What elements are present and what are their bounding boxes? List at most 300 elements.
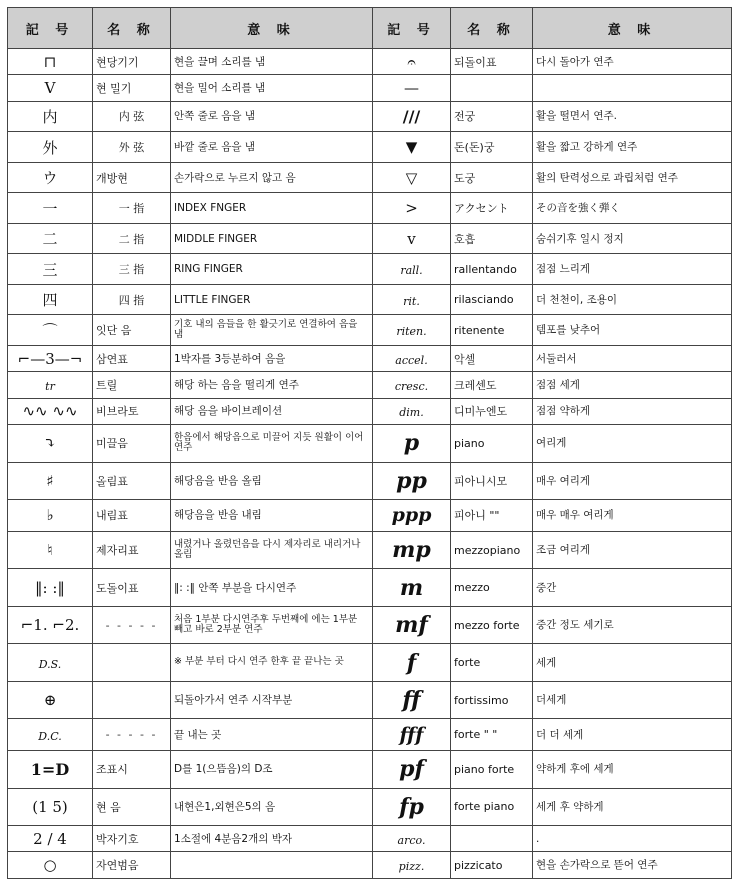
meaning-right bbox=[533, 254, 732, 285]
name-left bbox=[93, 681, 171, 718]
name-right-text: 피아니 "" bbox=[454, 509, 500, 523]
name-left-text: 外 弦 bbox=[118, 141, 145, 155]
meaning-left-text: INDEX FNGER bbox=[174, 202, 247, 215]
symbol-left-text: ⊓ bbox=[43, 52, 57, 71]
symbol-left bbox=[8, 531, 93, 568]
symbol-left-text: ⌒ bbox=[42, 321, 58, 340]
name-right-text: 도궁 bbox=[454, 171, 476, 185]
name-left-text: 박자기호 bbox=[96, 832, 139, 846]
name-left-text: 내림표 bbox=[96, 509, 128, 523]
name-left-text: 조표시 bbox=[96, 763, 128, 777]
symbol-right bbox=[373, 372, 451, 398]
name-right-text: 디미누엔도 bbox=[454, 405, 508, 419]
meaning-right bbox=[533, 852, 732, 879]
meaning-left bbox=[171, 751, 373, 788]
name-left-text: 一 指 bbox=[118, 202, 145, 216]
header-row bbox=[8, 8, 732, 49]
name-right bbox=[451, 606, 533, 643]
symbol-right-text: pf bbox=[399, 756, 424, 783]
table-row bbox=[8, 345, 732, 371]
name-left bbox=[93, 162, 171, 193]
name-right bbox=[451, 569, 533, 606]
meaning-right-text: 중간 정도 세기로 bbox=[536, 619, 614, 632]
name-right-text: 호흡 bbox=[454, 232, 476, 246]
name-right-text: forte " " bbox=[454, 728, 498, 742]
symbol-left-text: (1 5) bbox=[32, 797, 68, 816]
symbol-right-text: m bbox=[399, 574, 424, 601]
name-left-text: 트릴 bbox=[96, 379, 118, 392]
meaning-right-text: 점점 느리게 bbox=[536, 263, 591, 276]
header-name-right: 名 称 bbox=[451, 8, 533, 49]
name-right-text: 되돌이표 bbox=[454, 55, 497, 69]
meaning-left-text: 안쪽 줄로 음을 냄 bbox=[174, 110, 256, 123]
name-right-text: 크레센도 bbox=[454, 379, 497, 392]
name-right bbox=[451, 345, 533, 371]
meaning-left bbox=[171, 788, 373, 825]
meaning-right-text: 더 천천이, 조용이 bbox=[536, 293, 618, 306]
music-symbol-table bbox=[7, 7, 732, 879]
meaning-left bbox=[171, 75, 373, 101]
name-right bbox=[451, 132, 533, 163]
meaning-right-text: 다시 돌아가 연주 bbox=[536, 55, 614, 68]
meaning-left-text: 1박자를 3등분하여 음을 bbox=[174, 352, 286, 365]
symbol-right bbox=[373, 719, 451, 751]
header-meaning-right: 意 味 bbox=[533, 8, 732, 49]
name-right-text: mezzo forte bbox=[454, 618, 520, 632]
symbol-left-text: ウ bbox=[42, 169, 58, 188]
symbol-right bbox=[373, 345, 451, 371]
symbol-left bbox=[8, 315, 93, 346]
symbol-left-text: ○ bbox=[43, 856, 57, 875]
name-left-text: 현 음 bbox=[96, 800, 121, 814]
symbol-right-text: 𝄐 bbox=[407, 52, 416, 71]
meaning-right-text: 세게 bbox=[536, 656, 557, 669]
symbol-left-text: ∿∿ ∿∿ bbox=[22, 402, 78, 421]
meaning-left bbox=[171, 132, 373, 163]
name-left-text: 二 指 bbox=[118, 232, 145, 246]
header-symbol-right: 記 号 bbox=[373, 8, 451, 49]
name-right bbox=[451, 788, 533, 825]
meaning-left bbox=[171, 193, 373, 224]
meaning-left bbox=[171, 284, 373, 315]
meaning-left-text: 처음 1부분 다시연주후 두번째에 에는 1부분 빼고 바로 2부분 연주 bbox=[174, 613, 358, 636]
name-right bbox=[451, 398, 533, 424]
name-left bbox=[93, 719, 171, 751]
name-left bbox=[93, 132, 171, 163]
meaning-right bbox=[533, 75, 732, 101]
meaning-right-text: 약하게 후에 세게 bbox=[536, 763, 614, 776]
symbol-right-text: v bbox=[407, 229, 416, 248]
meaning-right bbox=[533, 162, 732, 193]
symbol-right bbox=[373, 852, 451, 879]
table-row bbox=[8, 284, 732, 315]
symbol-left bbox=[8, 606, 93, 643]
symbol-right bbox=[373, 788, 451, 825]
name-left-text: 올림표 bbox=[96, 474, 128, 488]
meaning-left bbox=[171, 49, 373, 75]
name-right-text: 악셀 bbox=[454, 352, 476, 366]
meaning-right bbox=[533, 284, 732, 315]
meaning-right-text: 활을 짧고 강하게 연주 bbox=[536, 141, 638, 154]
name-left bbox=[93, 826, 171, 852]
name-right-text: 피아니시모 bbox=[454, 474, 508, 488]
symbol-left bbox=[8, 398, 93, 424]
meaning-left-text: 바깥 줄로 음을 냄 bbox=[174, 141, 256, 154]
symbol-right bbox=[373, 284, 451, 315]
meaning-right-text: 현을 손가락으로 뜯어 연주 bbox=[536, 859, 658, 872]
meaning-left-text: 내현은1,외현은5의 음 bbox=[174, 800, 276, 813]
table-row bbox=[8, 132, 732, 163]
name-left-text: - - - - - bbox=[105, 728, 158, 742]
meaning-left bbox=[171, 101, 373, 132]
name-left bbox=[93, 284, 171, 315]
table-row bbox=[8, 75, 732, 101]
table-row bbox=[8, 462, 732, 499]
table-row bbox=[8, 101, 732, 132]
name-left-text: 미끌음 bbox=[96, 437, 128, 451]
meaning-right bbox=[533, 569, 732, 606]
symbol-left bbox=[8, 681, 93, 718]
name-right bbox=[451, 254, 533, 285]
name-left-text: 현 밀기 bbox=[96, 82, 132, 96]
symbol-right-text: pizz. bbox=[398, 860, 425, 874]
name-right-text: rilasciando bbox=[454, 293, 514, 307]
table-row bbox=[8, 719, 732, 751]
symbol-right-text: rit. bbox=[403, 294, 420, 308]
meaning-right bbox=[533, 681, 732, 718]
name-right-text: piano bbox=[454, 436, 485, 450]
name-right-text: fortissimo bbox=[454, 693, 509, 707]
symbol-left bbox=[8, 372, 93, 398]
symbol-left-text: ♯ bbox=[46, 471, 54, 490]
meaning-left bbox=[171, 162, 373, 193]
meaning-right-text: 템포를 낮추어 bbox=[536, 324, 601, 337]
meaning-left bbox=[171, 826, 373, 852]
symbol-right bbox=[373, 101, 451, 132]
meaning-left bbox=[171, 398, 373, 424]
meaning-right bbox=[533, 372, 732, 398]
meaning-left-text: ‖: :‖ 안쪽 부분을 다시연주 bbox=[174, 581, 297, 594]
symbol-left-text: 外 bbox=[42, 138, 58, 157]
name-left bbox=[93, 644, 171, 681]
symbol-left bbox=[8, 284, 93, 315]
name-left bbox=[93, 499, 171, 531]
symbol-right bbox=[373, 499, 451, 531]
symbol-left bbox=[8, 162, 93, 193]
table-row bbox=[8, 788, 732, 825]
name-right bbox=[451, 531, 533, 568]
name-left bbox=[93, 751, 171, 788]
meaning-left-text: ※ 부분 부터 다시 연주 한후 끝 끝나는 곳 bbox=[174, 656, 344, 668]
header-meaning-left: 意 味 bbox=[171, 8, 373, 49]
meaning-left-text: LITTLE FINGER bbox=[174, 293, 251, 306]
name-left-text: 도돌이표 bbox=[96, 581, 139, 595]
symbol-right-text: pp bbox=[396, 467, 427, 494]
meaning-right-text: 활의 탄력성으로 과립처럼 연주 bbox=[536, 171, 678, 184]
meaning-right-text: 매우 여리게 bbox=[536, 474, 591, 487]
meaning-right-text: 활을 떨면서 연주. bbox=[536, 110, 618, 123]
meaning-right-text: 더 더 세게 bbox=[536, 728, 584, 741]
name-right bbox=[451, 852, 533, 879]
name-right bbox=[451, 315, 533, 346]
name-right bbox=[451, 193, 533, 224]
meaning-left bbox=[171, 644, 373, 681]
name-right-text: pizzicato bbox=[454, 858, 503, 872]
symbol-left bbox=[8, 49, 93, 75]
symbol-left bbox=[8, 751, 93, 788]
symbol-right-text: f bbox=[406, 649, 417, 676]
symbol-right bbox=[373, 681, 451, 718]
meaning-left bbox=[171, 254, 373, 285]
name-right bbox=[451, 826, 533, 852]
name-left bbox=[93, 569, 171, 606]
meaning-right-text: 여리게 bbox=[536, 437, 567, 450]
symbol-left bbox=[8, 254, 93, 285]
name-left-text: 제자리표 bbox=[96, 544, 139, 558]
table-row bbox=[8, 223, 732, 254]
symbol-right-text: ▼ bbox=[405, 138, 418, 157]
meaning-left bbox=[171, 681, 373, 718]
meaning-right-text: 더세게 bbox=[536, 694, 567, 707]
name-right-text: 돈(돈)궁 bbox=[454, 141, 495, 155]
meaning-right-text: その音を強く弾く bbox=[536, 202, 620, 215]
table-row bbox=[8, 499, 732, 531]
table-row bbox=[8, 751, 732, 788]
symbol-right-text: accel. bbox=[395, 353, 428, 367]
symbol-left bbox=[8, 223, 93, 254]
meaning-right bbox=[533, 644, 732, 681]
name-left bbox=[93, 193, 171, 224]
symbol-right bbox=[373, 751, 451, 788]
meaning-left bbox=[171, 462, 373, 499]
symbol-right-text: riten. bbox=[396, 325, 427, 339]
name-right-text: forte piano bbox=[454, 800, 515, 814]
symbol-left bbox=[8, 569, 93, 606]
symbol-right-text: arco. bbox=[397, 833, 426, 847]
meaning-left bbox=[171, 719, 373, 751]
name-right-text: 전궁 bbox=[454, 110, 476, 124]
symbol-left-text: 三 bbox=[42, 260, 58, 279]
meaning-right bbox=[533, 101, 732, 132]
name-right bbox=[451, 751, 533, 788]
meaning-right bbox=[533, 462, 732, 499]
name-right bbox=[451, 223, 533, 254]
symbol-left bbox=[8, 462, 93, 499]
meaning-left-text: RING FINGER bbox=[174, 263, 243, 276]
name-left-text: 内 弦 bbox=[118, 110, 145, 124]
table-row bbox=[8, 606, 732, 643]
meaning-left bbox=[171, 569, 373, 606]
symbol-left-text: 2 / 4 bbox=[33, 829, 67, 848]
meaning-right bbox=[533, 49, 732, 75]
name-right-text: rallentando bbox=[454, 262, 517, 276]
symbol-left-text: ♭ bbox=[46, 506, 54, 525]
name-right-text: mezzopiano bbox=[454, 543, 521, 557]
meaning-right bbox=[533, 345, 732, 371]
name-right bbox=[451, 49, 533, 75]
name-left bbox=[93, 606, 171, 643]
symbol-right-text: mp bbox=[392, 537, 431, 564]
symbol-left-text: ⊕ bbox=[43, 691, 57, 710]
table-body bbox=[8, 49, 732, 879]
symbol-right bbox=[373, 606, 451, 643]
table-row bbox=[8, 254, 732, 285]
symbol-right-text: ▽ bbox=[405, 168, 418, 187]
meaning-right-text: 조금 여리게 bbox=[536, 544, 591, 557]
meaning-left-text: 해당 음을 바이브레이션 bbox=[174, 405, 283, 418]
meaning-left-text: 한음에서 해당음으로 미끌어 지듯 원활이 이어 연주 bbox=[174, 431, 364, 454]
name-left-text: 개방현 bbox=[96, 171, 128, 185]
symbol-left-text: ‖: :‖ bbox=[35, 578, 65, 597]
meaning-left-text: 현을 밀어 소리를 냄 bbox=[174, 82, 266, 95]
meaning-left-text: 손가락으로 누르지 않고 음 bbox=[174, 171, 296, 184]
symbol-right bbox=[373, 75, 451, 101]
name-left-text: 현당기기 bbox=[96, 55, 139, 69]
meaning-right bbox=[533, 788, 732, 825]
symbol-left bbox=[8, 499, 93, 531]
name-left bbox=[93, 462, 171, 499]
name-right-text: piano forte bbox=[454, 762, 515, 776]
name-right bbox=[451, 101, 533, 132]
meaning-left bbox=[171, 315, 373, 346]
symbol-left bbox=[8, 852, 93, 879]
symbol-right bbox=[373, 254, 451, 285]
symbol-right-text: ff bbox=[402, 687, 421, 714]
meaning-left-text: D를 1(으뜸음)의 D조 bbox=[174, 763, 273, 776]
symbol-left-text: V bbox=[44, 79, 56, 98]
meaning-right-text: 점점 세게 bbox=[536, 379, 580, 391]
symbol-right bbox=[373, 132, 451, 163]
symbol-right bbox=[373, 531, 451, 568]
symbol-right-text: p bbox=[403, 430, 420, 457]
symbol-right bbox=[373, 826, 451, 852]
meaning-right bbox=[533, 315, 732, 346]
symbol-right bbox=[373, 49, 451, 75]
meaning-right bbox=[533, 398, 732, 424]
meaning-left-text: 되돌아가서 연주 시작부분 bbox=[174, 694, 293, 707]
meaning-left bbox=[171, 531, 373, 568]
symbol-left bbox=[8, 826, 93, 852]
meaning-right-text: 서둘러서 bbox=[536, 352, 577, 365]
symbol-right-text: mf bbox=[395, 612, 428, 639]
name-right bbox=[451, 719, 533, 751]
meaning-left-text: 해당음을 반음 올림 bbox=[174, 474, 262, 487]
name-left bbox=[93, 75, 171, 101]
name-right bbox=[451, 462, 533, 499]
name-left bbox=[93, 49, 171, 75]
symbol-left bbox=[8, 132, 93, 163]
symbol-left-text: ♮ bbox=[47, 541, 53, 560]
name-right bbox=[451, 644, 533, 681]
name-right-text: ritenente bbox=[454, 323, 505, 337]
symbol-right bbox=[373, 644, 451, 681]
symbol-left-text: 1=D bbox=[30, 759, 70, 779]
meaning-right bbox=[533, 132, 732, 163]
symbol-right bbox=[373, 569, 451, 606]
symbol-right bbox=[373, 315, 451, 346]
symbol-right-text: rall. bbox=[400, 264, 423, 278]
symbol-left-text: D.S. bbox=[38, 657, 62, 671]
table-row bbox=[8, 681, 732, 718]
symbol-right bbox=[373, 425, 451, 462]
meaning-right-text: 점점 약하게 bbox=[536, 405, 591, 418]
meaning-right bbox=[533, 751, 732, 788]
name-right bbox=[451, 499, 533, 531]
meaning-right-text: 세게 후 약하게 bbox=[536, 800, 604, 813]
name-left bbox=[93, 223, 171, 254]
meaning-right-text: 숨쉬기후 일시 정지 bbox=[536, 232, 624, 245]
meaning-left-text: 내렸거나 올렸던음을 다시 제자리로 내리거나 올림 bbox=[174, 538, 361, 561]
meaning-right bbox=[533, 223, 732, 254]
name-left-text: 잇단 음 bbox=[96, 324, 132, 338]
meaning-left bbox=[171, 852, 373, 879]
symbol-left bbox=[8, 788, 93, 825]
meaning-left bbox=[171, 425, 373, 462]
name-right bbox=[451, 425, 533, 462]
meaning-left bbox=[171, 372, 373, 398]
symbol-right-text: /// bbox=[402, 106, 421, 126]
header-symbol-left: 記 号 bbox=[8, 8, 93, 49]
symbol-left bbox=[8, 193, 93, 224]
table-row bbox=[8, 852, 732, 879]
symbol-left bbox=[8, 425, 93, 462]
name-left bbox=[93, 254, 171, 285]
name-right bbox=[451, 372, 533, 398]
meaning-right bbox=[533, 193, 732, 224]
symbol-right-text: fp bbox=[399, 793, 424, 820]
name-left-text: 자연범음 bbox=[96, 859, 139, 873]
table-row bbox=[8, 372, 732, 398]
table-row bbox=[8, 398, 732, 424]
symbol-left bbox=[8, 75, 93, 101]
meaning-left-text: 끝 내는 곳 bbox=[174, 728, 222, 741]
name-right bbox=[451, 75, 533, 101]
name-left bbox=[93, 852, 171, 879]
symbol-left-text: 二 bbox=[42, 230, 58, 249]
meaning-left-text: 현을 끌며 소리를 냄 bbox=[174, 55, 266, 68]
symbol-left-text: ⤵ bbox=[43, 434, 57, 453]
name-left bbox=[93, 788, 171, 825]
table-row bbox=[8, 193, 732, 224]
meaning-right bbox=[533, 531, 732, 568]
name-right bbox=[451, 284, 533, 315]
symbol-right-text: dim. bbox=[399, 406, 424, 420]
name-left-text: 삼연표 bbox=[96, 352, 128, 366]
symbol-left-text: 四 bbox=[42, 291, 58, 310]
meaning-left-text: 해당음을 반음 내림 bbox=[174, 509, 262, 522]
symbol-right-text: > bbox=[405, 199, 418, 218]
table-row bbox=[8, 49, 732, 75]
symbol-left bbox=[8, 719, 93, 751]
meaning-left bbox=[171, 223, 373, 254]
name-right-text: mezzo bbox=[454, 581, 490, 595]
meaning-left-text: 기호 내의 음들을 한 활긋기로 연결하여 음을 냄 bbox=[174, 318, 358, 341]
symbol-right bbox=[373, 193, 451, 224]
name-right-text: アクセント bbox=[454, 202, 509, 216]
meaning-right-text: 중간 bbox=[536, 581, 557, 594]
name-left-text: - - - - - bbox=[105, 618, 158, 632]
table-row bbox=[8, 425, 732, 462]
meaning-left-text: 해당 하는 음을 떨리게 연주 bbox=[174, 379, 299, 391]
symbol-right-text: fff bbox=[399, 723, 424, 746]
symbol-right-text: ppp bbox=[391, 504, 432, 527]
name-left bbox=[93, 345, 171, 371]
symbol-right-text: cresc. bbox=[394, 380, 429, 393]
meaning-right bbox=[533, 499, 732, 531]
name-left-text: 三 指 bbox=[118, 263, 145, 277]
symbol-left bbox=[8, 101, 93, 132]
table-row bbox=[8, 826, 732, 852]
